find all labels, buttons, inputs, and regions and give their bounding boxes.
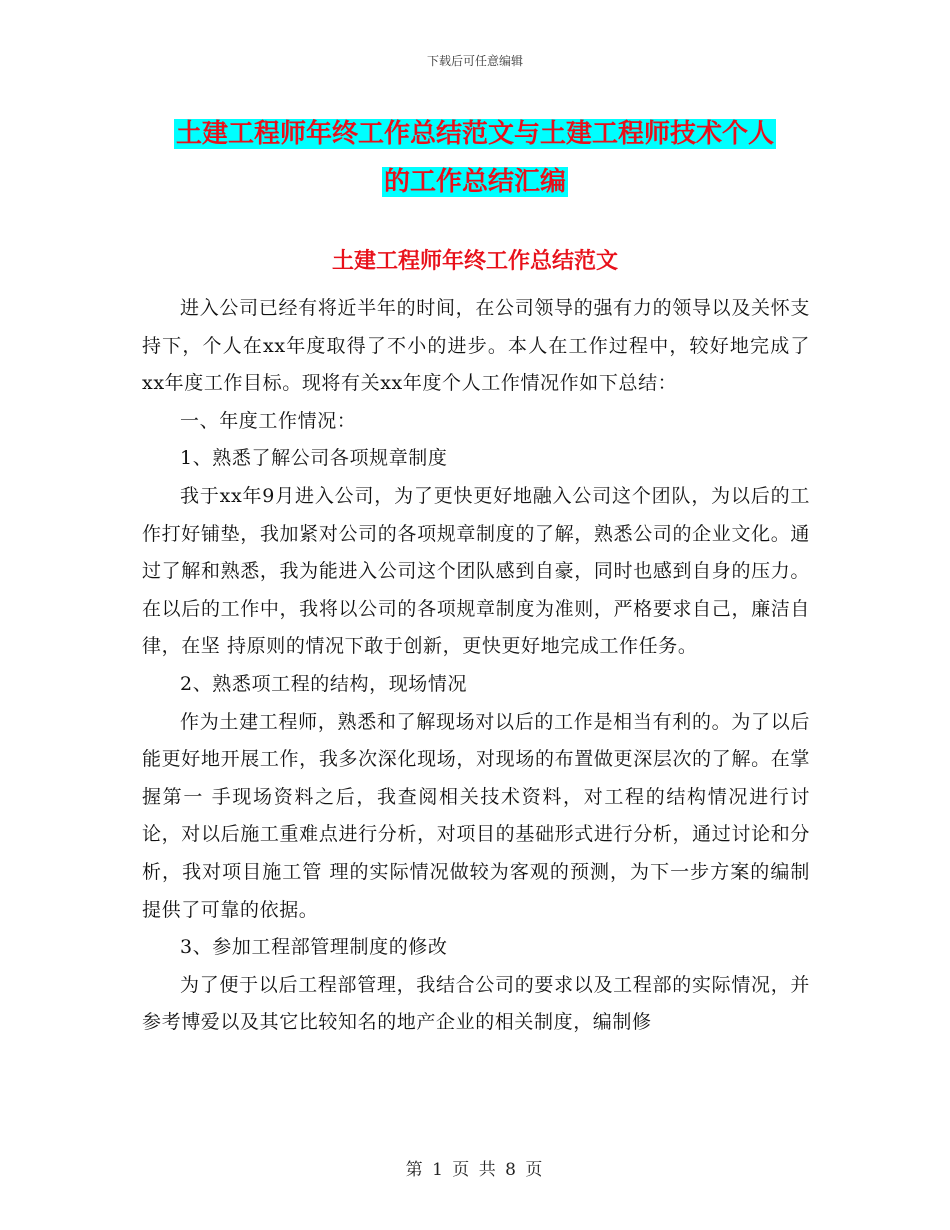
paragraph: 作为土建工程师，熟悉和了解现场对以后的工作是相当有利的。为了以后能更好地开展工作，我多次深化现场，对现场的布置做更深层次的了解。在掌握第一 手现场资料之后，我查阅相关技术资料，对工程的结构情况进行讨论，对以后施工重难点进行分析，对项目的基础形式进行分析，通过讨论和分析，我对项目施工管 理的实际情况做较为客观的预测，为下一步方案的编制提供了可靠的依据。	[142, 710, 810, 921]
page-number: 第 1 页 共 8 页	[405, 1160, 545, 1180]
paragraph: 3、参加工程部管理制度的修改	[180, 936, 448, 959]
paragraph: 2、熟悉项工程的结构，现场情况	[180, 672, 468, 695]
title-line-1: 土建工程师年终工作总结范文与土建工程师技术个人	[175, 119, 774, 149]
paragraph: 一、年度工作情况：	[180, 409, 357, 432]
section-title: 土建工程师年终工作总结范文	[331, 249, 618, 274]
document-title	[100, 110, 850, 206]
paragraph: 1、熟悉了解公司各项规章制度	[180, 447, 448, 470]
document-body	[142, 290, 810, 1042]
paragraph: 为了便于以后工程部管理，我结合公司的要求以及工程部的实际情况，并参考博爱以及其它比较知名的地产企业的相关制度，编制修	[142, 973, 810, 1034]
paragraph: 我于xx年9月进入公司，为了更快更好地融入公司这个团队，为以后的工作打好铺垫，我加紧对公司的各项规章制度的了解，熟悉公司的企业文化。通 过了解和熟悉，我为能进入公司这个团队感到自豪，同时也感到自身的压力。在以后的工作中，我将以公司的各项规章制度为准则，严格要求自己，廉洁自律，在坚 持原则的情况下敢于创新，更快更好地完成工作任务。	[142, 484, 810, 658]
paragraph: 进入公司已经有将近半年的时间，在公司领导的强有力的领导以及关怀支持下，个人在xx年度取得了不小的进步。本人在工作过程中，较好地完成了xx年度工作目标。现将有关xx年度个人工作情况作如下总结：	[142, 297, 810, 395]
header-note: 下载后可任意编辑	[426, 54, 523, 68]
title-line-2: 的工作总结汇编	[383, 167, 566, 197]
